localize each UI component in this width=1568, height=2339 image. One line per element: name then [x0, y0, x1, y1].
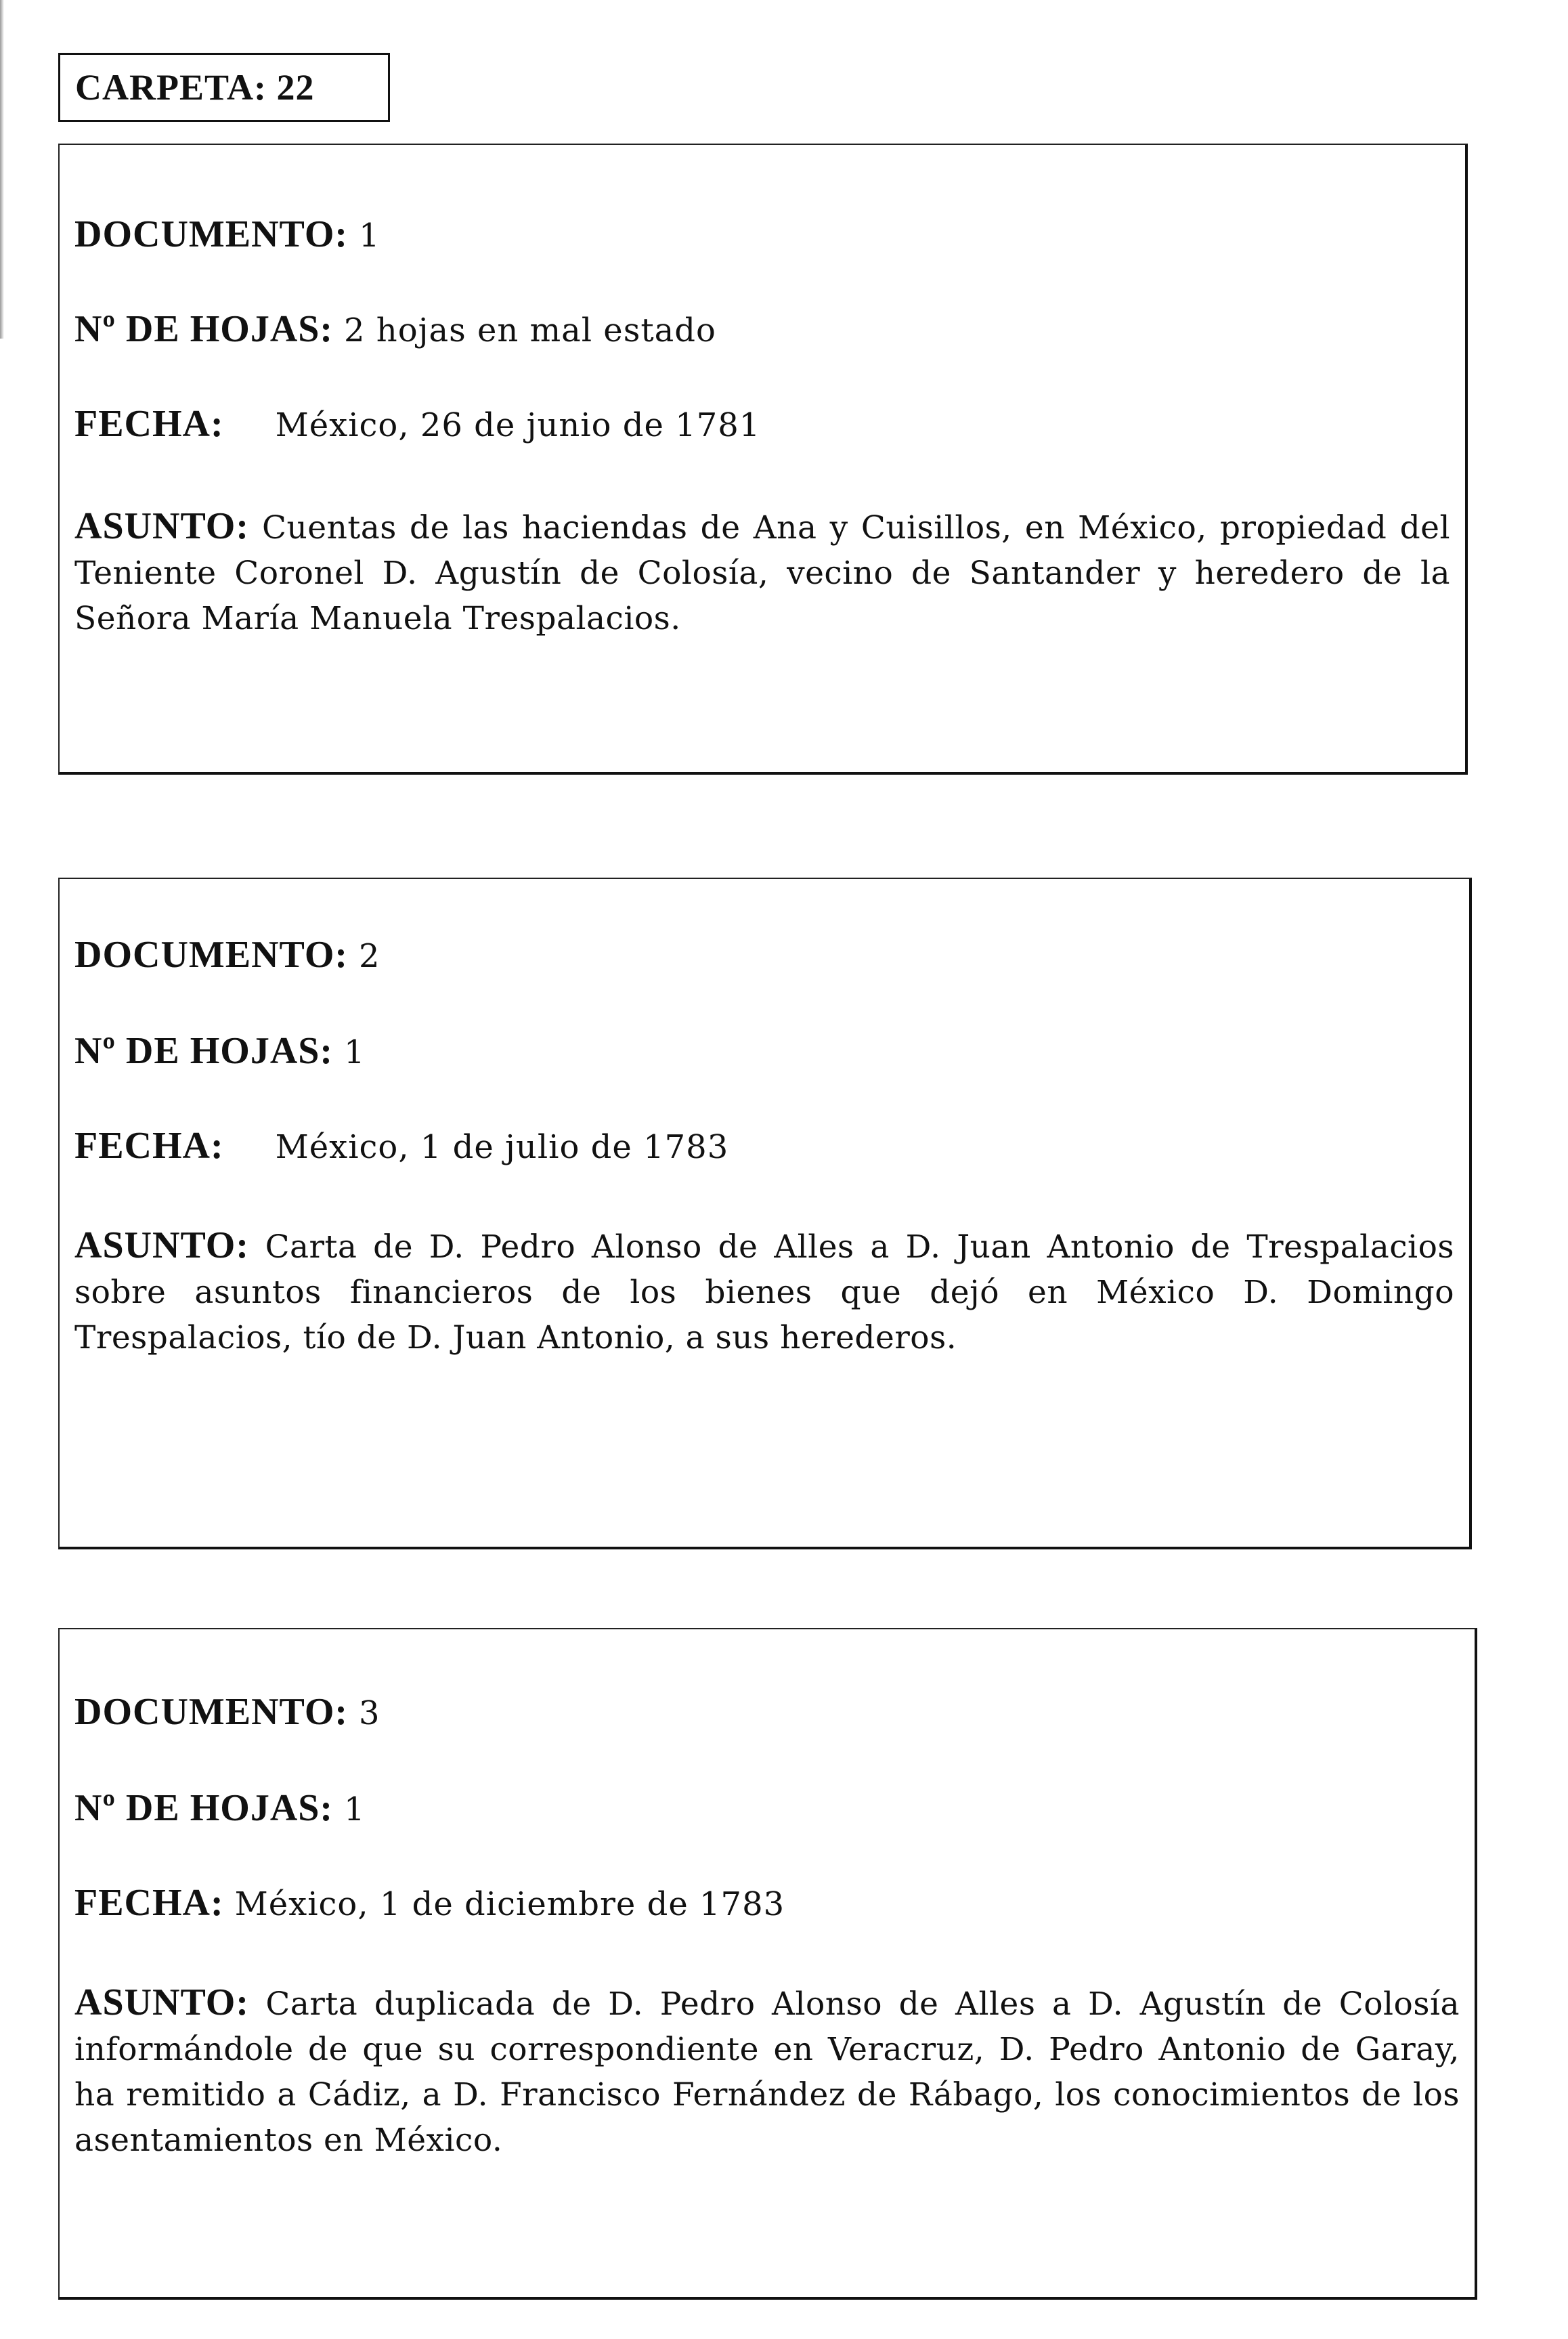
documento-label: DOCUMENTO:	[74, 213, 349, 255]
document-record-3	[58, 1628, 1477, 2300]
document-record-2	[58, 878, 1472, 1549]
fecha-field	[74, 402, 760, 447]
documento-label: DOCUMENTO:	[74, 934, 349, 976]
asunto-label: ASUNTO:	[74, 1224, 250, 1266]
fecha-value: México, 1 de diciembre de 1783	[234, 1885, 785, 1923]
hojas-value: 1	[343, 1790, 366, 1828]
asunto-field	[74, 504, 1450, 641]
carpeta-label: CARPETA:	[75, 67, 267, 108]
carpeta-value: 22	[276, 67, 315, 108]
fecha-value: México, 26 de junio de 1781	[275, 406, 761, 444]
documento-value: 2	[358, 937, 380, 975]
fecha-field	[74, 1881, 785, 1926]
hojas-label: Nº DE HOJAS:	[74, 1030, 334, 1072]
fecha-label: FECHA:	[74, 1125, 224, 1167]
document-record-1	[58, 144, 1468, 775]
fecha-value: México, 1 de julio de 1783	[275, 1128, 729, 1166]
documento-value: 3	[358, 1694, 380, 1732]
documento-field	[74, 213, 380, 257]
page-edge-shadow	[0, 0, 4, 339]
documento-field	[74, 933, 380, 978]
hojas-field	[74, 307, 716, 352]
hojas-value: 2 hojas en mal estado	[343, 312, 716, 349]
fecha-field	[74, 1124, 728, 1169]
documento-field	[74, 1690, 380, 1735]
carpeta-header	[58, 53, 390, 122]
hojas-label: Nº DE HOJAS:	[74, 308, 334, 350]
asunto-label: ASUNTO:	[74, 1981, 250, 2023]
asunto-value: Carta de D. Pedro Alonso de Alles a D. Juan Antonio de Trespalacios sobre asuntos financieros de los bienes que dejó en México D. Domingo Trespalacios, tío de D. Juan Antonio, a sus herederos.	[74, 1228, 1455, 1356]
asunto-value: Carta duplicada de D. Pedro Alonso de Alles a D. Agustín de Colosía informándole de que su correspondiente en Veracruz, D. Pedro Antonio de Garay, ha remitido a Cádiz, a D. Francisco Fernández de Rábago, los conocimientos de los asentamientos en México.	[74, 1986, 1460, 2159]
hojas-label: Nº DE HOJAS:	[74, 1787, 334, 1829]
hojas-field	[74, 1029, 366, 1074]
asunto-label: ASUNTO:	[74, 505, 250, 547]
asunto-field	[74, 1223, 1454, 1360]
fecha-label: FECHA:	[74, 1882, 224, 1924]
hojas-value: 1	[343, 1033, 366, 1071]
hojas-field	[74, 1786, 366, 1831]
asunto-field	[74, 1980, 1460, 2163]
documento-value: 1	[358, 217, 380, 255]
documento-label: DOCUMENTO:	[74, 1691, 349, 1733]
fecha-label: FECHA:	[74, 403, 224, 445]
asunto-value: Cuentas de las haciendas de Ana y Cuisillos, en México, propiedad del Teniente Coronel D. Agustín de Colosía, vecino de Santander y heredero de la Señora María Manuela Trespalacios.	[74, 509, 1451, 637]
